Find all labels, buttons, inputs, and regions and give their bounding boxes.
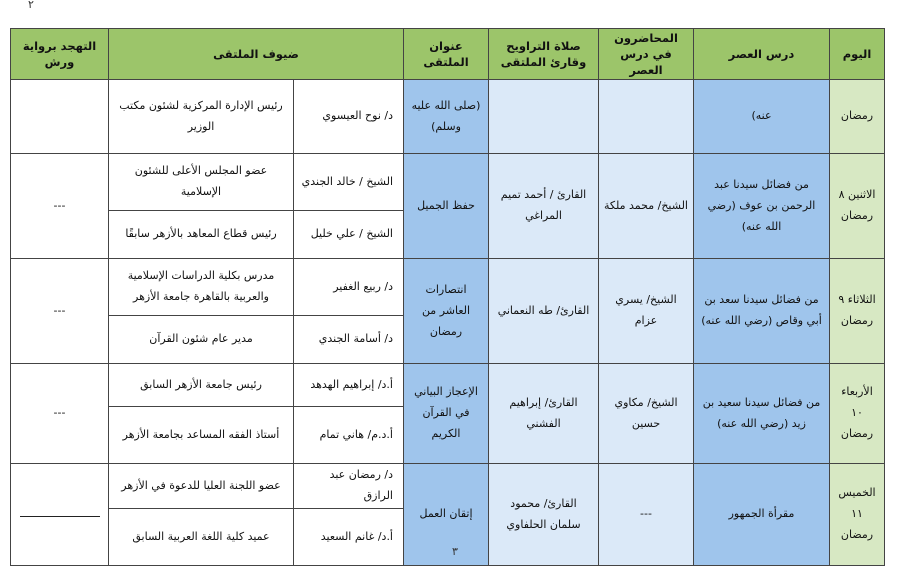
guest-position-cell: أستاذ الفقه المساعد بجامعة الأزهر bbox=[109, 407, 294, 464]
tahajjud-cell: --- bbox=[11, 364, 109, 464]
day-cell: الثلاثاء ٩ رمضان bbox=[830, 259, 885, 364]
header-tahajjud: التهجد برواية ورش bbox=[11, 29, 109, 80]
header-asr-lesson: درس العصر bbox=[694, 29, 830, 80]
taraweeh-cell: القارئ/ طه النعماني bbox=[489, 259, 599, 364]
guest-name-cell: د/ ربيع الغفير bbox=[294, 259, 404, 316]
guest-position-cell: مدير عام شئون القرآن bbox=[109, 316, 294, 364]
forum-title-cell: حفظ الجميل bbox=[404, 154, 489, 259]
asr-lesson-cell: من فضائل سيدنا سعد بن أبي وقاص (رضي الله عنه) bbox=[694, 259, 830, 364]
header-taraweeh: صلاة التراويح وقارئ الملتقى bbox=[489, 29, 599, 80]
taraweeh-cell bbox=[489, 80, 599, 154]
day-cell: الأربعاء ١٠ رمضان bbox=[830, 364, 885, 464]
tahajjud-cell bbox=[11, 80, 109, 154]
guest-position-cell: عضو اللجنة العليا للدعوة في الأزهر bbox=[109, 464, 294, 509]
day-cell: رمضان bbox=[830, 80, 885, 154]
guest-name-cell: د/ نوح العيسوي bbox=[294, 80, 404, 154]
guest-name-cell: أ.د.م/ هاني تمام bbox=[294, 407, 404, 464]
guest-name-cell: الشيخ / علي خليل bbox=[294, 211, 404, 259]
taraweeh-cell: القارئ/ إبراهيم الفشني bbox=[489, 364, 599, 464]
asr-lecturer-cell: الشيخ/ محمد ملكة bbox=[599, 154, 694, 259]
page-number-bottom: ٣ bbox=[452, 545, 458, 558]
guest-name-cell: الشيخ / خالد الجندي bbox=[294, 154, 404, 211]
header-forum-title: عنوان الملتقى bbox=[404, 29, 489, 80]
guest-name-cell: د/ أسامة الجندي bbox=[294, 316, 404, 364]
forum-title-cell: الإعجاز البياني في القرآن الكريم bbox=[404, 364, 489, 464]
table-row bbox=[11, 154, 885, 211]
header-row bbox=[11, 29, 885, 80]
guest-position-cell: رئيس جامعة الأزهر السابق bbox=[109, 364, 294, 407]
page-number-top: ٢ bbox=[28, 0, 34, 11]
table-row bbox=[11, 364, 885, 407]
guest-name-cell: أ.د/ غانم السعيد bbox=[294, 509, 404, 566]
asr-lecturer-cell: الشيخ/ يسري عزام bbox=[599, 259, 694, 364]
asr-lecturer-cell bbox=[599, 80, 694, 154]
table-row bbox=[11, 464, 885, 509]
asr-lesson-cell: من فضائل سيدنا سعيد بن زيد (رضي الله عنه) bbox=[694, 364, 830, 464]
day-cell: الخميس ١١ رمضان bbox=[830, 464, 885, 566]
guest-position-cell: رئيس الإدارة المركزية لشئون مكتب الوزير bbox=[109, 80, 294, 154]
table-row bbox=[11, 259, 885, 316]
taraweeh-cell: القارئ/ محمود سلمان الحلفاوي bbox=[489, 464, 599, 566]
guest-position-cell: عميد كلية اللغة العربية السابق bbox=[109, 509, 294, 566]
forum-title-cell: انتصارات العاشر من رمضان bbox=[404, 259, 489, 364]
guest-name-cell: د/ رمضان عبد الرازق bbox=[294, 464, 404, 509]
tahajjud-cell bbox=[11, 464, 109, 566]
taraweeh-cell: القارئ / أحمد تميم المراغي bbox=[489, 154, 599, 259]
guest-position-cell: رئيس قطاع المعاهد بالأزهر سابقًا bbox=[109, 211, 294, 259]
forum-title-cell: إتقان العمل bbox=[404, 464, 489, 566]
asr-lesson-cell: عنه) bbox=[694, 80, 830, 154]
asr-lesson-cell: من فضائل سيدنا عبد الرحمن بن عوف (رضي الله عنه) bbox=[694, 154, 830, 259]
day-cell: الاثنين ٨ رمضان bbox=[830, 154, 885, 259]
header-forum-guests: ضيوف الملتقى bbox=[109, 29, 404, 80]
asr-lecturer-cell: --- bbox=[599, 464, 694, 566]
guest-position-cell: عضو المجلس الأعلى للشئون الإسلامية bbox=[109, 154, 294, 211]
tahajjud-cell: --- bbox=[11, 154, 109, 259]
ramadan-schedule-table bbox=[10, 28, 885, 566]
guest-position-cell: مدرس بكلية الدراسات الإسلامية والعربية بالقاهرة جامعة الأزهر bbox=[109, 259, 294, 316]
header-asr-lecturers: المحاضرون في درس العصر bbox=[599, 29, 694, 80]
asr-lecturer-cell: الشيخ/ مكاوي حسين bbox=[599, 364, 694, 464]
guest-name-cell: أ.د/ إبراهيم الهدهد bbox=[294, 364, 404, 407]
forum-title-cell: (صلى الله عليه وسلم) bbox=[404, 80, 489, 154]
header-day: اليوم bbox=[830, 29, 885, 80]
signature-line bbox=[20, 506, 100, 517]
asr-lesson-cell: مقرأة الجمهور bbox=[694, 464, 830, 566]
table-row bbox=[11, 80, 885, 154]
tahajjud-cell: --- bbox=[11, 259, 109, 364]
